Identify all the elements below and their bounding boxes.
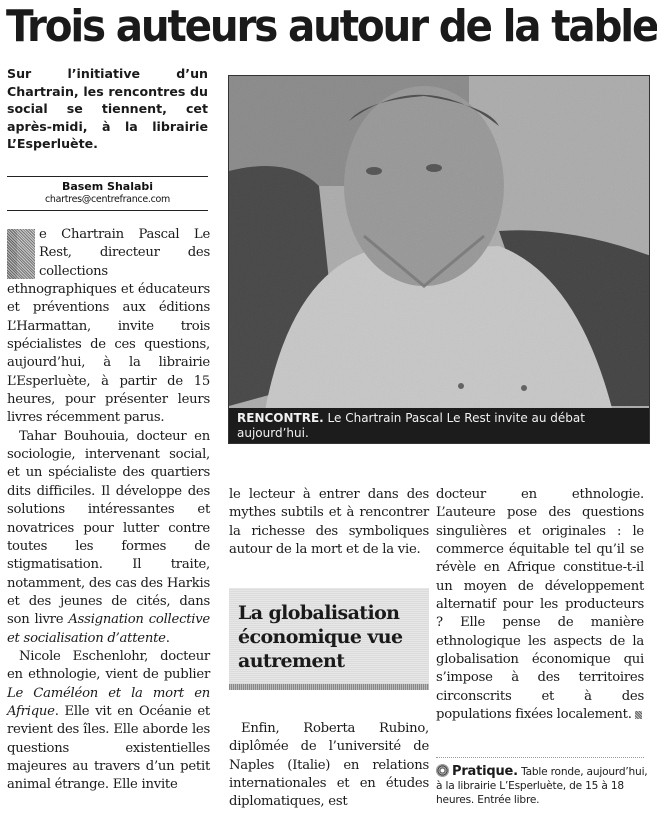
paragraph-bouhouia [7, 428, 210, 648]
paragraph-bouhouia-end: . [165, 630, 170, 646]
dropcap-l [7, 229, 35, 279]
paragraph-intro [7, 226, 210, 428]
subhead-box [229, 588, 429, 690]
practical-label: Pratique. [452, 764, 518, 779]
paragraph-eschenlohr-text: Nicole Eschenlohr, docteur en ethnologie, vient de publier [7, 648, 210, 683]
paragraph-intro-text: e Chartrain Pascal Le Rest, directeur des collections ethnographiques et éducateurs et préventions aux éditions L’Harmattan, invite trois spécialistes de ces questions, aujourd’hui, à la librairie L’Esperluète, à partir de 15 heures, pour présenter leurs livres récemment parus. [7, 227, 210, 426]
article-photo [228, 75, 650, 444]
practical-divider [436, 757, 644, 758]
byline-bottom-rule [7, 210, 208, 211]
byline [7, 180, 208, 206]
practical-info [436, 764, 650, 807]
photo-caption [229, 408, 649, 443]
caption-text: Le Chartrain Pascal Le Rest invite au débat aujourd’hui. [237, 411, 585, 440]
byline-top-rule [7, 176, 208, 177]
book-title-assignation: Assignation collective et socialisation d’attente [7, 612, 210, 646]
book-title-cameleon: Le Caméléon et la mort en Afrique [7, 685, 210, 719]
end-mark-icon [635, 711, 642, 719]
dropcap-letter [7, 223, 36, 283]
paragraph-continuation-3 [436, 486, 644, 724]
practical-text: Table ronde, aujourd’hui, à la librairie L’Esperluète, de 15 à 18 heures. Entrée libre. [436, 766, 648, 806]
photo-portrait [229, 76, 650, 444]
paragraph-bouhouia-text: Tahar Bouhouia, docteur en sociologie, intervenant social, et un spécialiste des quartiers dits difficiles. Il développe des solutions intéressantes et novatrices pour lutter contre toutes les formes de stigmatisation. Il traite, notamment, des cas des Harkis et des jeunes de cités, dans son livre [7, 428, 210, 628]
caption-label: RENCONTRE. [237, 411, 324, 425]
paragraph-continuation-3-text: docteur en ethnologie. L’auteure pose des questions singulières et originales : le commerce équitable tel qu’il se révèle en Afrique constitue-t-il un moyen de développement alternatif pour les producteurs ? Elle pense de manière ethnologique les aspects de la globalisation économique qui s’impose à des territoires circonscrits et à des populations fixées localement. [436, 487, 644, 723]
flower-bullet-icon [436, 764, 449, 777]
paragraph-rubino: Enfin, Roberta Rubino, diplômée de l’université de Naples (Italie) en relations internationales et en études diplomatiques, est [229, 721, 429, 810]
byline-author: Basem Shalabi [61, 180, 154, 193]
column-3 [436, 486, 644, 724]
paragraph-continuation-2: le lecteur à entrer dans des mythes subtils et à rencontrer la richesse des symboliques autour de la mort et de la vie. [229, 487, 429, 558]
column-2-lower [229, 720, 429, 812]
column-2 [229, 486, 429, 559]
paragraph-eschenlohr-end: . Elle vit en Océanie et revient des îles. Elle aborde les questions existentielles majeures au travers d’un petit animal étrange. Elle invite [7, 703, 210, 793]
byline-email[interactable]: chartres@centrefrance.com [44, 194, 170, 205]
headline: Trois auteurs autour de la table [6, 1, 657, 52]
subhead-bar [229, 684, 429, 690]
column-1 [7, 226, 210, 795]
subhead: La globalisation économique vue autrement [238, 602, 403, 672]
lede: Sur l’initiative d’un Chartrain, les rencontres du social se tiennent, cet après-midi, à la librairie L’Esperluète. [7, 66, 208, 151]
paragraph-eschenlohr [7, 648, 210, 795]
